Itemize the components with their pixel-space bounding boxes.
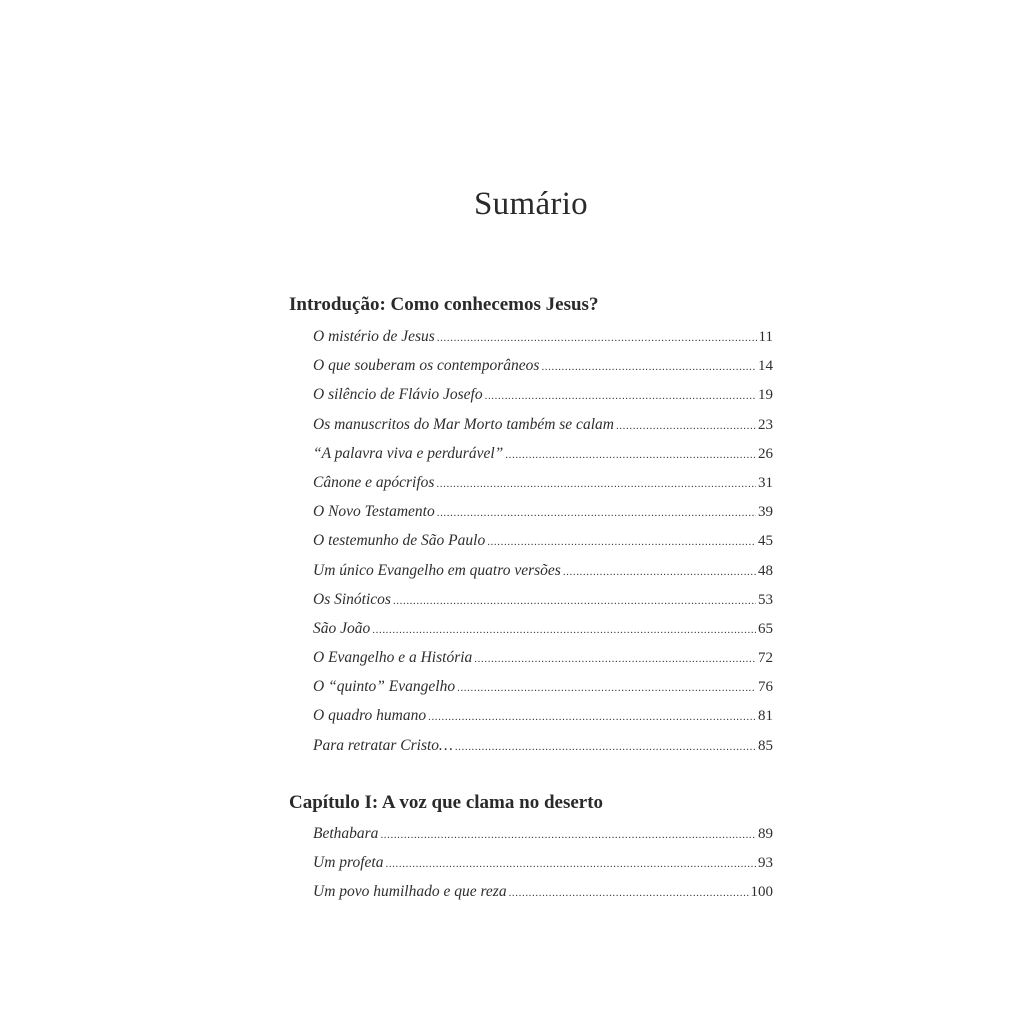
toc-entry-page: 65 [758,620,773,637]
dot-leader [428,711,756,723]
toc-entry-page: 11 [758,329,773,345]
dot-leader [505,449,756,461]
toc-entry [313,737,773,766]
dot-leader [563,566,756,578]
toc-entry-page: 72 [758,650,773,667]
toc-entry-label: O testemunho de São Paulo [313,532,486,550]
toc-entry [313,883,773,912]
toc-entry-label: “A palavra viva e perdurável” [313,444,504,462]
dot-leader [474,653,756,665]
toc-entry-label: Os manuscritos do Mar Morto também se calam [313,415,614,433]
toc-entry [313,328,773,357]
page-title: Sumário [474,186,588,222]
toc-entry-label: São João [313,619,371,637]
dot-leader [509,887,749,899]
dot-leader [436,478,756,490]
dot-leader [437,332,757,344]
toc-entry [313,386,773,415]
toc-entry-page: 19 [758,387,773,404]
toc-list-chapter-1 [313,825,773,913]
toc-entry-label: O Evangelho e a História [313,649,473,667]
toc-entry [313,445,773,474]
toc-entry [313,503,773,532]
toc-entry [313,707,773,736]
dot-leader [485,390,756,402]
toc-entry [313,532,773,561]
dot-leader [541,361,756,373]
toc-entry-label: Para retratar Cristo… [313,736,453,754]
toc-entry-label: O silêncio de Flávio Josefo [313,386,483,404]
toc-entry-label: O mistério de Jesus [313,328,435,345]
dot-leader [372,624,756,636]
toc-entry-page: 89 [758,826,773,842]
toc-entry [313,591,773,620]
section-heading-introduction: Introdução: Como conhecemos Jesus? [289,294,599,315]
dot-leader [385,858,756,870]
dot-leader [457,682,756,694]
toc-entry-page: 100 [750,884,773,901]
toc-entry-label: Bethabara [313,825,379,842]
toc-entry-page: 39 [758,504,773,521]
toc-entry-label: Um único Evangelho em quatro versões [313,561,561,579]
dot-leader [455,741,756,753]
toc-entry [313,649,773,678]
toc-entry-label: O Novo Testamento [313,503,435,521]
toc-entry-page: 53 [758,591,773,608]
toc-entry [313,678,773,707]
toc-entry-label: O que souberam os contemporâneos [313,357,540,375]
toc-entry-label: Cânone e apócrifos [313,473,435,491]
toc-entry-label: Um profeta [313,854,384,872]
toc-entry [313,357,773,386]
toc-entry-label: Um povo humilhado e que reza [313,883,507,901]
dot-leader [380,829,756,841]
toc-entry-page: 31 [758,474,773,491]
toc-entry-label: O “quinto” Evangelho [313,678,456,696]
section-heading-chapter-1: Capítulo I: A voz que clama no deserto [289,792,604,813]
toc-entry-page: 14 [758,358,773,375]
toc-entry-label: O quadro humano [313,707,427,725]
toc-entry [313,854,773,883]
dot-leader [393,595,756,607]
toc-entry-page: 93 [758,855,773,872]
toc-entry-page: 48 [758,562,773,579]
toc-entry [313,562,773,591]
dot-leader [437,507,756,519]
toc-entry [313,474,773,503]
toc-entry [313,620,773,649]
toc-entry-page: 85 [758,737,773,754]
toc-entry-page: 45 [758,533,773,550]
dot-leader [616,420,756,432]
toc-entry [313,825,773,854]
toc-entry-page: 26 [758,445,773,462]
toc-entry [313,416,773,445]
toc-list-introduction [313,328,773,766]
toc-entry-page: 81 [758,708,773,725]
toc-entry-label: Os Sinóticos [313,590,391,608]
toc-entry-page: 76 [758,679,773,696]
toc-entry-page: 23 [758,416,773,433]
dot-leader [487,536,756,548]
